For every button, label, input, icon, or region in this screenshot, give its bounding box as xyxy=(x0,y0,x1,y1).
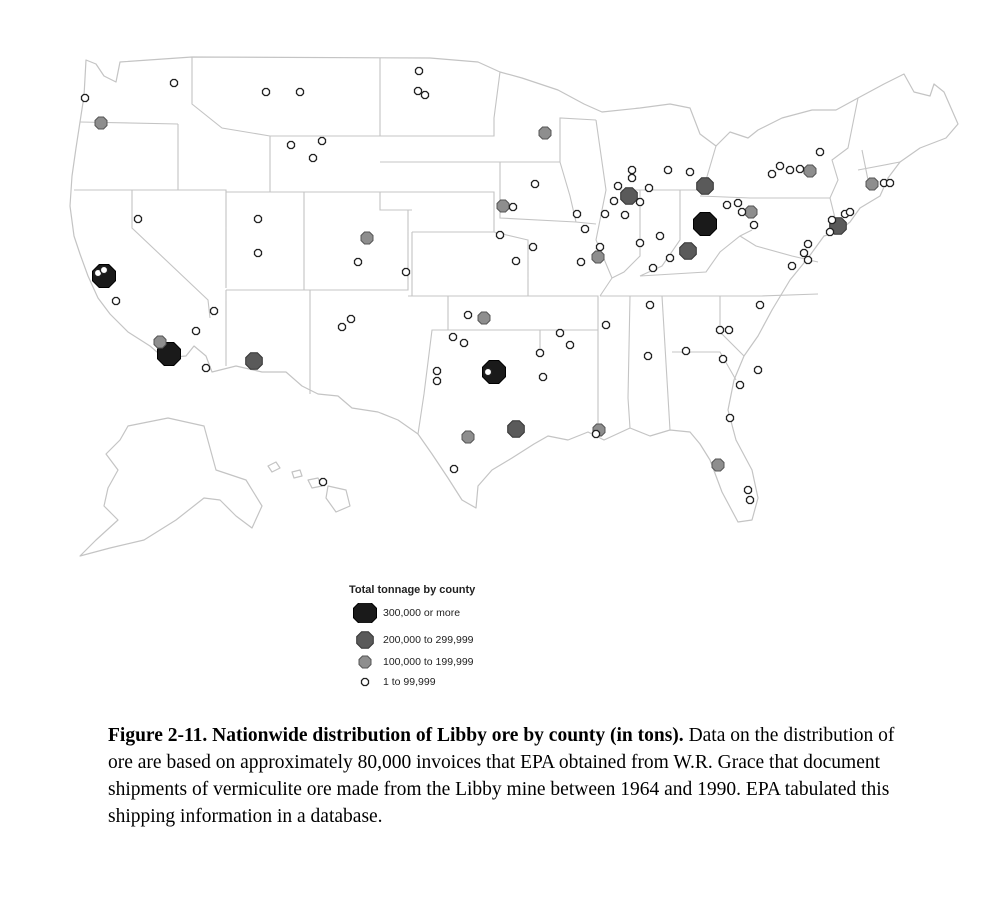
tonnage-symbol-1-99k xyxy=(827,229,834,236)
legend-label: 200,000 to 299,999 xyxy=(383,634,474,646)
tonnage-symbol-1-99k xyxy=(739,209,746,216)
tonnage-symbol-1-99k xyxy=(817,149,824,156)
tonnage-symbol-1-99k xyxy=(597,244,604,251)
tonnage-symbol-200k-299k xyxy=(246,353,263,370)
tonnage-symbol-1-99k xyxy=(510,204,517,211)
tonnage-symbol-1-99k xyxy=(777,163,784,170)
tonnage-symbol-1-99k xyxy=(789,263,796,270)
tonnage-symbol-100k-199k xyxy=(497,200,509,212)
tonnage-symbol-100k-199k xyxy=(712,459,724,471)
figure-caption xyxy=(108,722,908,830)
tonnage-symbol-1-99k xyxy=(135,216,142,223)
tonnage-symbol-1-99k xyxy=(461,340,468,347)
caption-label: Figure 2-11. Nationwide distribution of Libby ore by county (in tons). xyxy=(108,725,684,746)
tonnage-symbol-200k-299k xyxy=(621,188,638,205)
tonnage-symbol-200k-299k xyxy=(680,243,697,260)
tonnage-symbol-1-99k xyxy=(745,487,752,494)
tonnage-symbol-1-99k xyxy=(193,328,200,335)
tonnage-symbol-1-99k xyxy=(574,211,581,218)
legend-swatch xyxy=(354,603,377,623)
tonnage-symbol-1-99k xyxy=(615,183,622,190)
tonnage-symbol-1-99k xyxy=(629,167,636,174)
tonnage-symbol-1-99k xyxy=(787,167,794,174)
tonnage-symbol-1-99k xyxy=(727,415,734,422)
legend-symbol xyxy=(352,652,378,672)
tonnage-symbol-1-99k xyxy=(724,202,731,209)
tonnage-symbol-1-99k xyxy=(497,232,504,239)
tonnage-symbol-1-99k xyxy=(657,233,664,240)
tonnage-symbol-1-99k xyxy=(288,142,295,149)
tonnage-symbol-1-99k xyxy=(751,222,758,229)
tonnage-symbol-1-99k xyxy=(805,241,812,248)
legend-label: 1 to 99,999 xyxy=(383,676,436,688)
caption-text: Data on the distribution of ore are based on approximately 80,000 invoices that EPA obtained from W.R. Grace that document shipments of vermiculite ore made from the Libby mine between 1964 and 1990. EPA tabulated this shipping information in a database. xyxy=(108,725,895,827)
tonnage-symbol-1-99k xyxy=(530,244,537,251)
tonnage-symbol-1-99k xyxy=(683,348,690,355)
tonnage-symbol-1-99k xyxy=(320,479,327,486)
tonnage-symbol-1-99k xyxy=(434,368,441,375)
state-outlines xyxy=(70,57,958,556)
tonnage-symbol-1-99k xyxy=(255,250,262,257)
tonnage-symbol-1-99k xyxy=(465,312,472,319)
tonnage-symbol-1-99k xyxy=(578,259,585,266)
tonnage-symbol-1-99k xyxy=(726,327,733,334)
tonnage-symbol-1-99k xyxy=(422,92,429,99)
tonnage-symbol-1-99k xyxy=(647,302,654,309)
tonnage-symbol-1-99k xyxy=(717,327,724,334)
tonnage-symbol-1-99k xyxy=(582,226,589,233)
tonnage-symbol-1-99k xyxy=(263,89,270,96)
legend-label: 100,000 to 199,999 xyxy=(383,656,474,668)
tonnage-symbol-1-99k xyxy=(593,431,600,438)
tonnage-symbol-1-99k xyxy=(348,316,355,323)
tonnage-symbol-100k-199k xyxy=(462,431,474,443)
tonnage-symbol-1-99k xyxy=(769,171,776,178)
tonnage-symbol-1-99k xyxy=(847,209,854,216)
tonnage-symbol-1-99k xyxy=(637,199,644,206)
tonnage-symbol-1-99k xyxy=(355,259,362,266)
tonnage-symbol-1-99k xyxy=(720,356,727,363)
tonnage-symbol-1-99k xyxy=(537,350,544,357)
tonnage-symbol-1-99k xyxy=(645,353,652,360)
tonnage-symbol-1-99k xyxy=(113,298,120,305)
legend-symbol xyxy=(352,630,378,650)
tonnage-symbol-1-99k xyxy=(416,68,423,75)
tonnage-symbol-100k-199k xyxy=(361,232,373,244)
tonnage-symbol-1-99k xyxy=(829,217,836,224)
tonnage-symbol-1-99k xyxy=(403,269,410,276)
tonnage-symbol-1-99k xyxy=(646,185,653,192)
tonnage-symbol-100k-199k xyxy=(154,336,166,348)
tonnage-symbol-300k-plus xyxy=(694,213,717,236)
tonnage-symbol-1-99k xyxy=(747,497,754,504)
tonnage-symbol-1-99k xyxy=(540,374,547,381)
tonnage-symbol-1-99k xyxy=(637,240,644,247)
alaska-outline xyxy=(80,418,262,556)
tonnage-symbol-1-99k xyxy=(339,324,346,331)
tonnage-symbol-100k-199k xyxy=(95,117,107,129)
tonnage-symbol-100k-199k xyxy=(745,206,757,218)
tonnage-symbol-1-99k xyxy=(755,367,762,374)
legend-symbol xyxy=(352,672,378,692)
tonnage-symbol-1-99k xyxy=(665,167,672,174)
tonnage-symbol-1-99k xyxy=(737,382,744,389)
legend-swatch xyxy=(359,656,371,668)
tonnage-symbol-1-99k xyxy=(622,212,629,219)
tonnage-symbol-1-99k xyxy=(513,258,520,265)
tonnage-symbol-1-99k xyxy=(805,257,812,264)
tonnage-symbol-1-99k xyxy=(415,88,422,95)
tonnage-symbol-1-99k xyxy=(255,216,262,223)
hawaii-islands xyxy=(268,462,350,512)
legend-swatch xyxy=(362,679,369,686)
legend-swatch xyxy=(357,632,374,649)
legend-symbol xyxy=(352,603,378,623)
legend-label: 300,000 or more xyxy=(383,607,461,619)
legend-title: Total tonnage by county xyxy=(349,584,476,596)
tonnage-symbol-1-99k xyxy=(629,175,636,182)
tonnage-symbol-1-99k xyxy=(450,334,457,341)
tonnage-symbol-100k-199k xyxy=(478,312,490,324)
tonnage-symbol-1-99k xyxy=(451,466,458,473)
tonnage-symbol-100k-199k xyxy=(539,127,551,139)
tonnage-symbol-1-99k xyxy=(557,330,564,337)
tonnage-symbol-1-99k xyxy=(603,322,610,329)
tonnage-symbol-1-99k xyxy=(757,302,764,309)
tonnage-symbol-100k-199k xyxy=(804,165,816,177)
tonnage-symbol-1-99k xyxy=(797,166,804,173)
tonnage-symbol-1-99k xyxy=(611,198,618,205)
tonnage-symbol-1-99k xyxy=(532,181,539,188)
tonnage-symbol-1-99k xyxy=(887,180,894,187)
tonnage-symbol-1-99k xyxy=(171,80,178,87)
tonnage-symbol-200k-299k xyxy=(508,421,525,438)
tonnage-symbol-100k-199k xyxy=(592,251,604,263)
tonnage-symbol-1-99k xyxy=(211,308,218,315)
tonnage-symbol-1-99k xyxy=(319,138,326,145)
tonnage-symbol-1-99k xyxy=(434,378,441,385)
tonnage-symbol-1-99k xyxy=(735,200,742,207)
tonnage-symbol-1-99k xyxy=(687,169,694,176)
tonnage-symbol-1-99k xyxy=(82,95,89,102)
tonnage-symbol-1-99k xyxy=(101,267,108,274)
tonnage-symbol-1-99k xyxy=(310,155,317,162)
tonnage-symbol-1-99k xyxy=(602,211,609,218)
tonnage-symbol-1-99k xyxy=(650,265,657,272)
tonnage-symbol-1-99k xyxy=(801,250,808,257)
tonnage-symbol-1-99k xyxy=(567,342,574,349)
tonnage-symbol-1-99k xyxy=(485,369,492,376)
tonnage-symbol-200k-299k xyxy=(697,178,714,195)
tonnage-symbol-1-99k xyxy=(667,255,674,262)
tonnage-symbol-1-99k xyxy=(297,89,304,96)
tonnage-symbol-1-99k xyxy=(203,365,210,372)
tonnage-symbol-100k-199k xyxy=(866,178,878,190)
